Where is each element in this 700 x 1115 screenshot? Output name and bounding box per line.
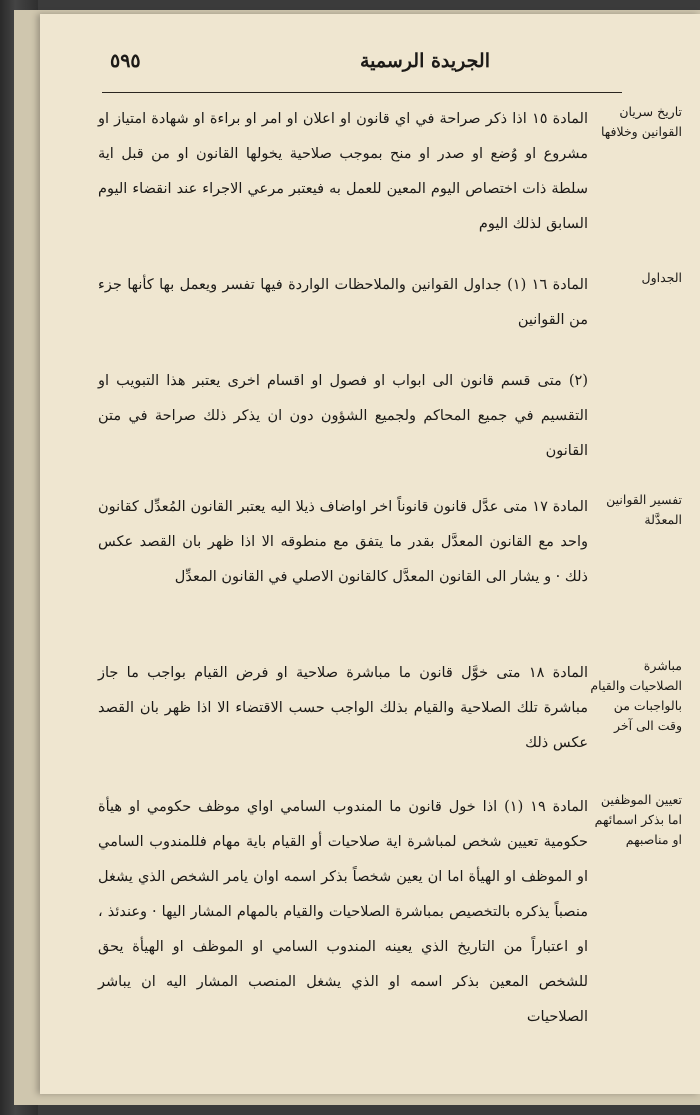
article-text (98, 102, 588, 242)
article-text (98, 268, 588, 469)
margin-note: تفسير القوانين المعدَّلة (606, 492, 682, 527)
running-title: الجريدة الرسمية (359, 50, 490, 72)
paragraph: المادة ١٦ (١) جداول القوانين والملاحظات الواردة فيها تفسر ويعمل بها كأنها جزء من القوانين (98, 277, 588, 328)
paragraph: المادة ١٧ متى عدَّل قانون قانوناً اخر اواضاف ذيلا اليه يعتبر القانون المُعدِّل كقانون واحد مع القانون المعدَّل بقدر ما يتفق مع منطوقه الا اذا ظهر بان القصد عكس ذلك · و يشار الى القانون المعدَّل كالقانون الاصلي في القانون المعدِّل (98, 499, 589, 585)
document-page (40, 14, 700, 1094)
paragraph: (٢) متى قسم قانون الى ابواب او فصول او اقسام اخرى يعتبر هذا التبويب او التقسيم في جميع المحاكم ولجميع الشؤون دون ان يذكر ذلك صراحة في متن القانون (98, 373, 588, 459)
article-text (98, 490, 588, 595)
header-rule (102, 92, 622, 93)
paragraph: المادة ١٥ اذا ذكر صراحة في اي قانون او اعلان او امر او براءة او شهادة امتياز او مشروع او وُضع او صدر او منح بموجب صلاحية يخولها القانون او من قبل اية سلطة ذات اختصاص اليوم المعين للعمل به فيعتبر مرعي الاجراء عند انقضاء اليوم السابق لذلك اليوم (98, 111, 588, 232)
page-number: ٥٩٥ (110, 50, 141, 72)
margin-note: مباشرة الصلاحيات والقيام بالواجبات من وقت الى آخر (590, 658, 682, 733)
margin-note: الجداول (641, 270, 682, 285)
margin-note: تعيين الموظفين اما بذكر اسمائهم او مناصبهم (594, 792, 682, 847)
paragraph: المادة ١٨ متى خوَّل قانون ما مباشرة صلاحية او فرض القيام بواجب ما جاز مباشرة تلك الصلاحية والقيام بذلك الواجب حسب الاقتضاء الا اذا ظهر بان القصد عكس ذلك (98, 665, 588, 751)
paragraph: المادة ١٩ (١) اذا خول قانون ما المندوب السامي اواي موظف حكومي او هيأة حكومية تعيين شخص لمباشرة اية صلاحيات أو القيام باية مهام فللمندوب السامي او الموظف او الهيأة اما ان يعين شخصاً بذكر اسمه اوان يامر الشخص الذي يشغل منصباً يذكره بالتخصيص بمباشرة الصلاحيات والقيام بالمهام المشار اليها · وعندئذ ، او اعتباراً من التاريخ الذي يعينه المندوب السامي او الموظف او الهيأة يحق للشخص المعين بذكر اسمه او الذي يشغل المنصب المشار اليه ان يباشر الصلاحيات (98, 799, 588, 1025)
page-header (40, 50, 700, 94)
article-text (98, 790, 588, 1035)
article-text (98, 656, 588, 761)
margin-note: تاريخ سريان القوانين وخلافها (600, 104, 682, 139)
